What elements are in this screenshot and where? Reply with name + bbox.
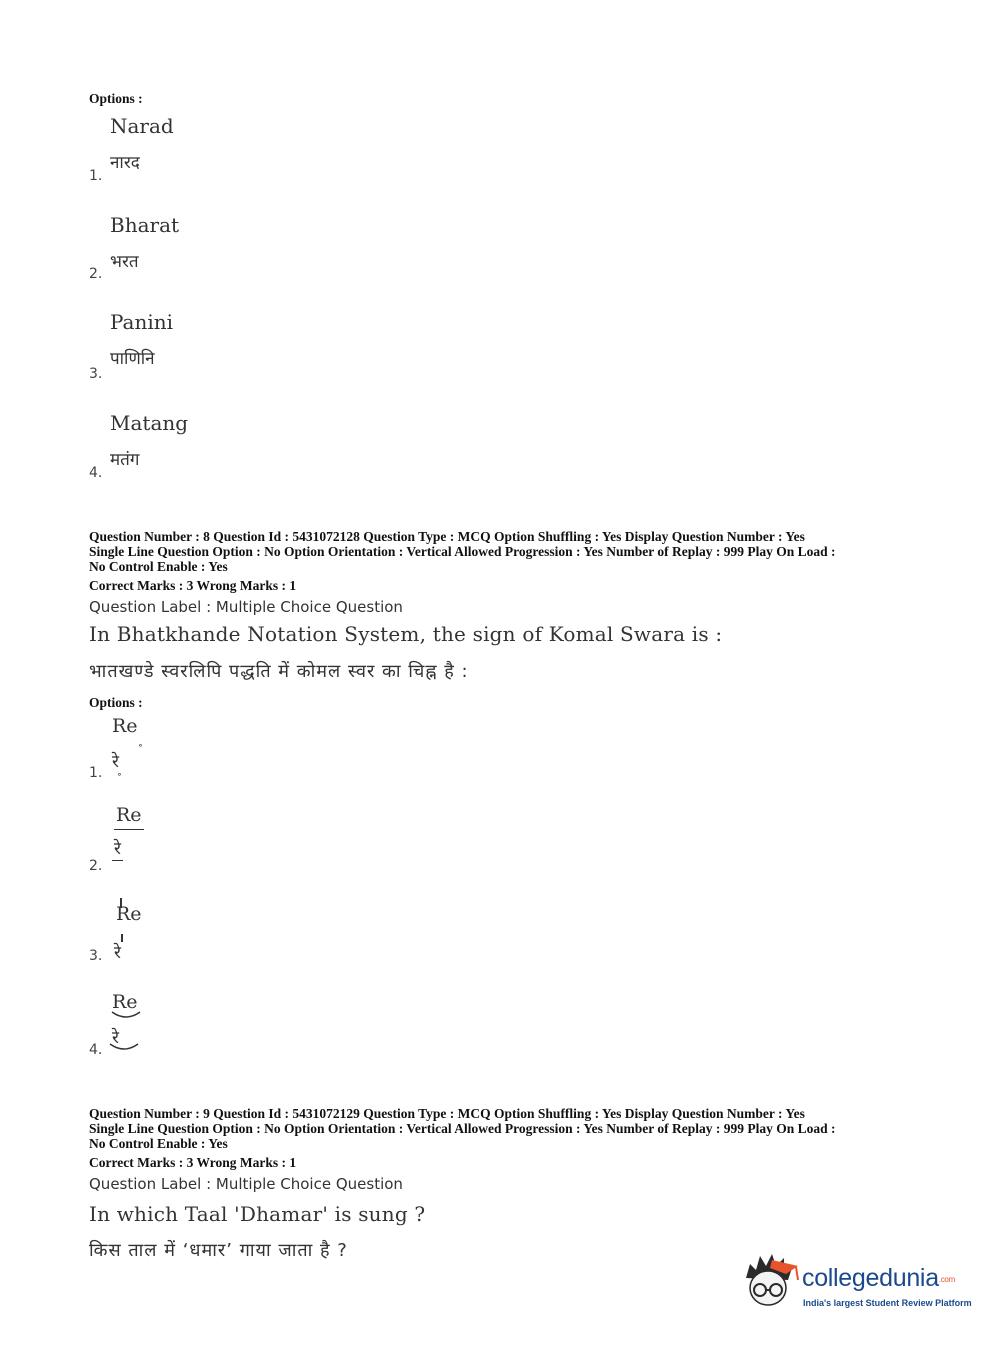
option-3-notation-english <box>116 903 142 925</box>
option-1-hindi: रे <box>112 752 119 772</box>
arc-mark-icon <box>108 1042 140 1052</box>
option-3-number: 3. <box>89 366 103 382</box>
question-label: Question Label : Multiple Choice Question <box>89 598 403 616</box>
collegedunia-logo <box>740 1250 970 1320</box>
option-1-notation-english <box>112 715 143 747</box>
option-3-notation-hindi <box>114 940 121 963</box>
question-text-hindi: किस ताल में ‘धमार’ गाया जाता है ? <box>89 1240 348 1261</box>
option-3-number: 3. <box>89 948 103 964</box>
option-4-number: 4. <box>89 465 103 481</box>
option-3-english: Panini <box>110 310 174 334</box>
option-2-notation-hindi <box>112 836 123 861</box>
option-3-hindi: रे <box>114 943 121 963</box>
question-meta-line-1: Question Number : 9 Question Id : 5431072129 Question Type : MCQ Option Shuffling : Yes Display Question Number : Yes <box>89 1106 805 1121</box>
vertical-mark-icon <box>121 934 123 942</box>
question-text-hindi: भातखण्डे स्वरलिपि पद्धति में कोमल स्वर का चिह्न है : <box>89 661 469 682</box>
option-2-number: 2. <box>89 858 103 874</box>
option-3-english: Re <box>116 903 142 925</box>
option-4-number: 4. <box>89 1042 103 1058</box>
hook-mark-icon: ˳ <box>138 736 143 747</box>
mascot-icon <box>740 1250 802 1312</box>
option-4-hindi: रे <box>112 1028 119 1048</box>
question-marks: Correct Marks : 3 Wrong Marks : 1 <box>89 578 297 593</box>
brand-tagline: India's largest Student Review Platform <box>803 1298 972 1308</box>
brand-name: collegedunia <box>802 1264 939 1292</box>
option-4-english: Matang <box>110 411 189 435</box>
brand-suffix: .com <box>938 1274 955 1284</box>
question-text-english: In Bhatkhande Notation System, the sign of Komal Swara is : <box>89 622 723 646</box>
question-marks: Correct Marks : 3 Wrong Marks : 1 <box>89 1155 297 1170</box>
question-text-english: In which Taal 'Dhamar' is sung ? <box>89 1202 426 1226</box>
options-heading: Options : <box>89 695 143 710</box>
option-1-notation-hindi <box>112 749 122 776</box>
option-4-english: Re <box>112 991 138 1013</box>
arc-mark-icon <box>110 1010 142 1020</box>
option-1-number: 1. <box>89 168 103 184</box>
option-2-english: Bharat <box>110 213 180 237</box>
option-2-notation-english <box>114 804 144 830</box>
option-1-english: Re <box>112 715 138 737</box>
question-meta-line-3: No Control Enable : Yes <box>89 1136 228 1151</box>
option-2-english: Re <box>116 804 142 826</box>
option-1-english: Narad <box>110 114 174 138</box>
question-meta-line-2: Single Line Question Option : No Option Orientation : Vertical Allowed Progression : Yes Number of Replay : 999 Play On Load : <box>89 544 836 559</box>
question-meta-line-3: No Control Enable : Yes <box>89 559 228 574</box>
option-1-number: 1. <box>89 765 103 781</box>
question-label: Question Label : Multiple Choice Question <box>89 1175 403 1193</box>
option-2-number: 2. <box>89 266 103 282</box>
option-4-hindi: मतंग <box>110 450 140 470</box>
question-meta-line-1: Question Number : 8 Question Id : 5431072128 Question Type : MCQ Option Shuffling : Yes Display Question Number : Yes <box>89 529 805 544</box>
option-2-hindi: भरत <box>110 252 139 272</box>
hook-mark-icon: ˳ <box>117 765 122 776</box>
question-meta-line-2: Single Line Question Option : No Option Orientation : Vertical Allowed Progression : Yes Number of Replay : 999 Play On Load : <box>89 1121 836 1136</box>
option-1-hindi: नारद <box>110 153 140 173</box>
option-3-hindi: पाणिनि <box>110 349 155 369</box>
option-2-hindi: रे <box>114 839 121 859</box>
options-heading: Options : <box>89 91 143 106</box>
